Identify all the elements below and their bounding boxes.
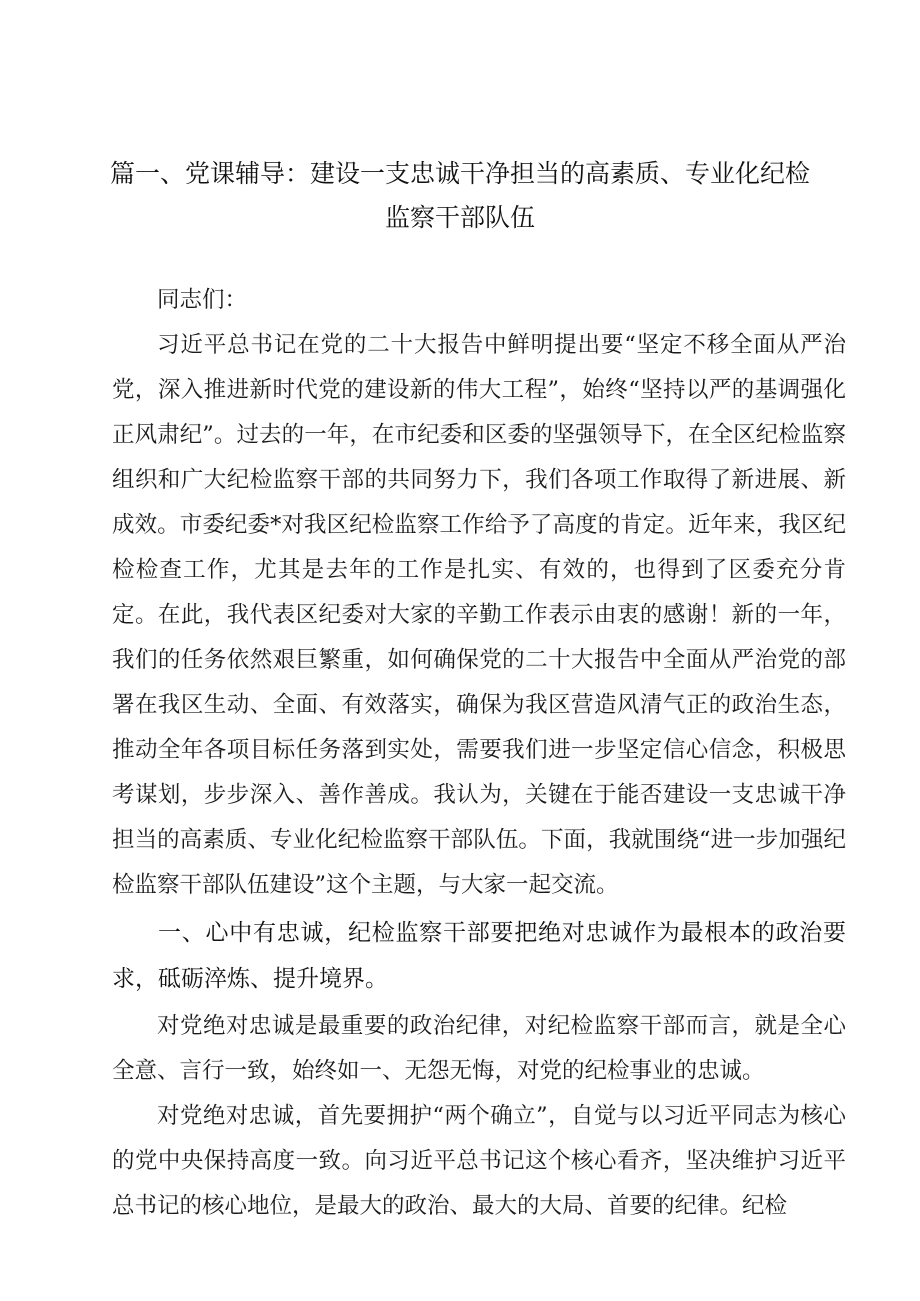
section-heading: 一、心中有忠诚，纪检监察干部要把绝对忠诚作为最根本的政治要求，砥砺淬炼、提升境界。 <box>112 920 846 992</box>
body-paragraph: 习近平总书记在党的二十大报告中鲜明提出要“坚定不移全面从严治党，深入推进新时代党的建设新的伟大工程”，始终“坚持以严的基调强化正风肃纪”。过去的一年，在市纪委和区委的坚强领导下，在全区纪检监察组织和广大纪检监察干部的共同努力下，我们各项工作取得了新进展、新成效。市委纪委*对我区纪检监察工作给予了高度的肯定。近年来，我区纪检检查工作，尤其是去年的工作是扎实、有效的，也得到了区委充分肯定。在此，我代表区纪委对大家的辛勤工作表示由衷的感谢！新的一年，我们的任务依然艰巨繁重，如何确保党的二十大报告中全面从严治党的部署在我区生动、全面、有效落实，确保为我区营造风清气正的政治生态，推动全年各项目标任务落到实处，需要我们进一步坚定信心信念，积极思考谋划，步步深入、善作善成。我认为，关键在于能否建设一支忠诚干净担当的高素质、专业化纪检监察干部队伍。下面，我就围绕“进一步加强纪检监察干部队伍建设”这个主题，与大家一起交流。 <box>112 332 846 898</box>
document-body <box>112 278 846 1229</box>
body-paragraph: 对党绝对忠诚是最重要的政治纪律，对纪检监察干部而言，就是全心全意、言行一致，始终如一、无怨无悔，对党的纪检事业的忠诚。 <box>112 1013 846 1084</box>
body-paragraph: 对党绝对忠诚，首先要拥护“两个确立”，自觉与以习近平同志为核心的党中央保持高度一致。向习近平总书记这个核心看齐，坚决维护习近平总书记的核心地位，是最大的政治、最大的大局、首要的纪律。纪检 <box>112 1103 846 1219</box>
document-title: 篇一、党课辅导：建设一支忠诚干净担当的高素质、专业化纪检监察干部队伍 <box>110 159 811 232</box>
salutation-paragraph: 同志们： <box>157 287 248 313</box>
